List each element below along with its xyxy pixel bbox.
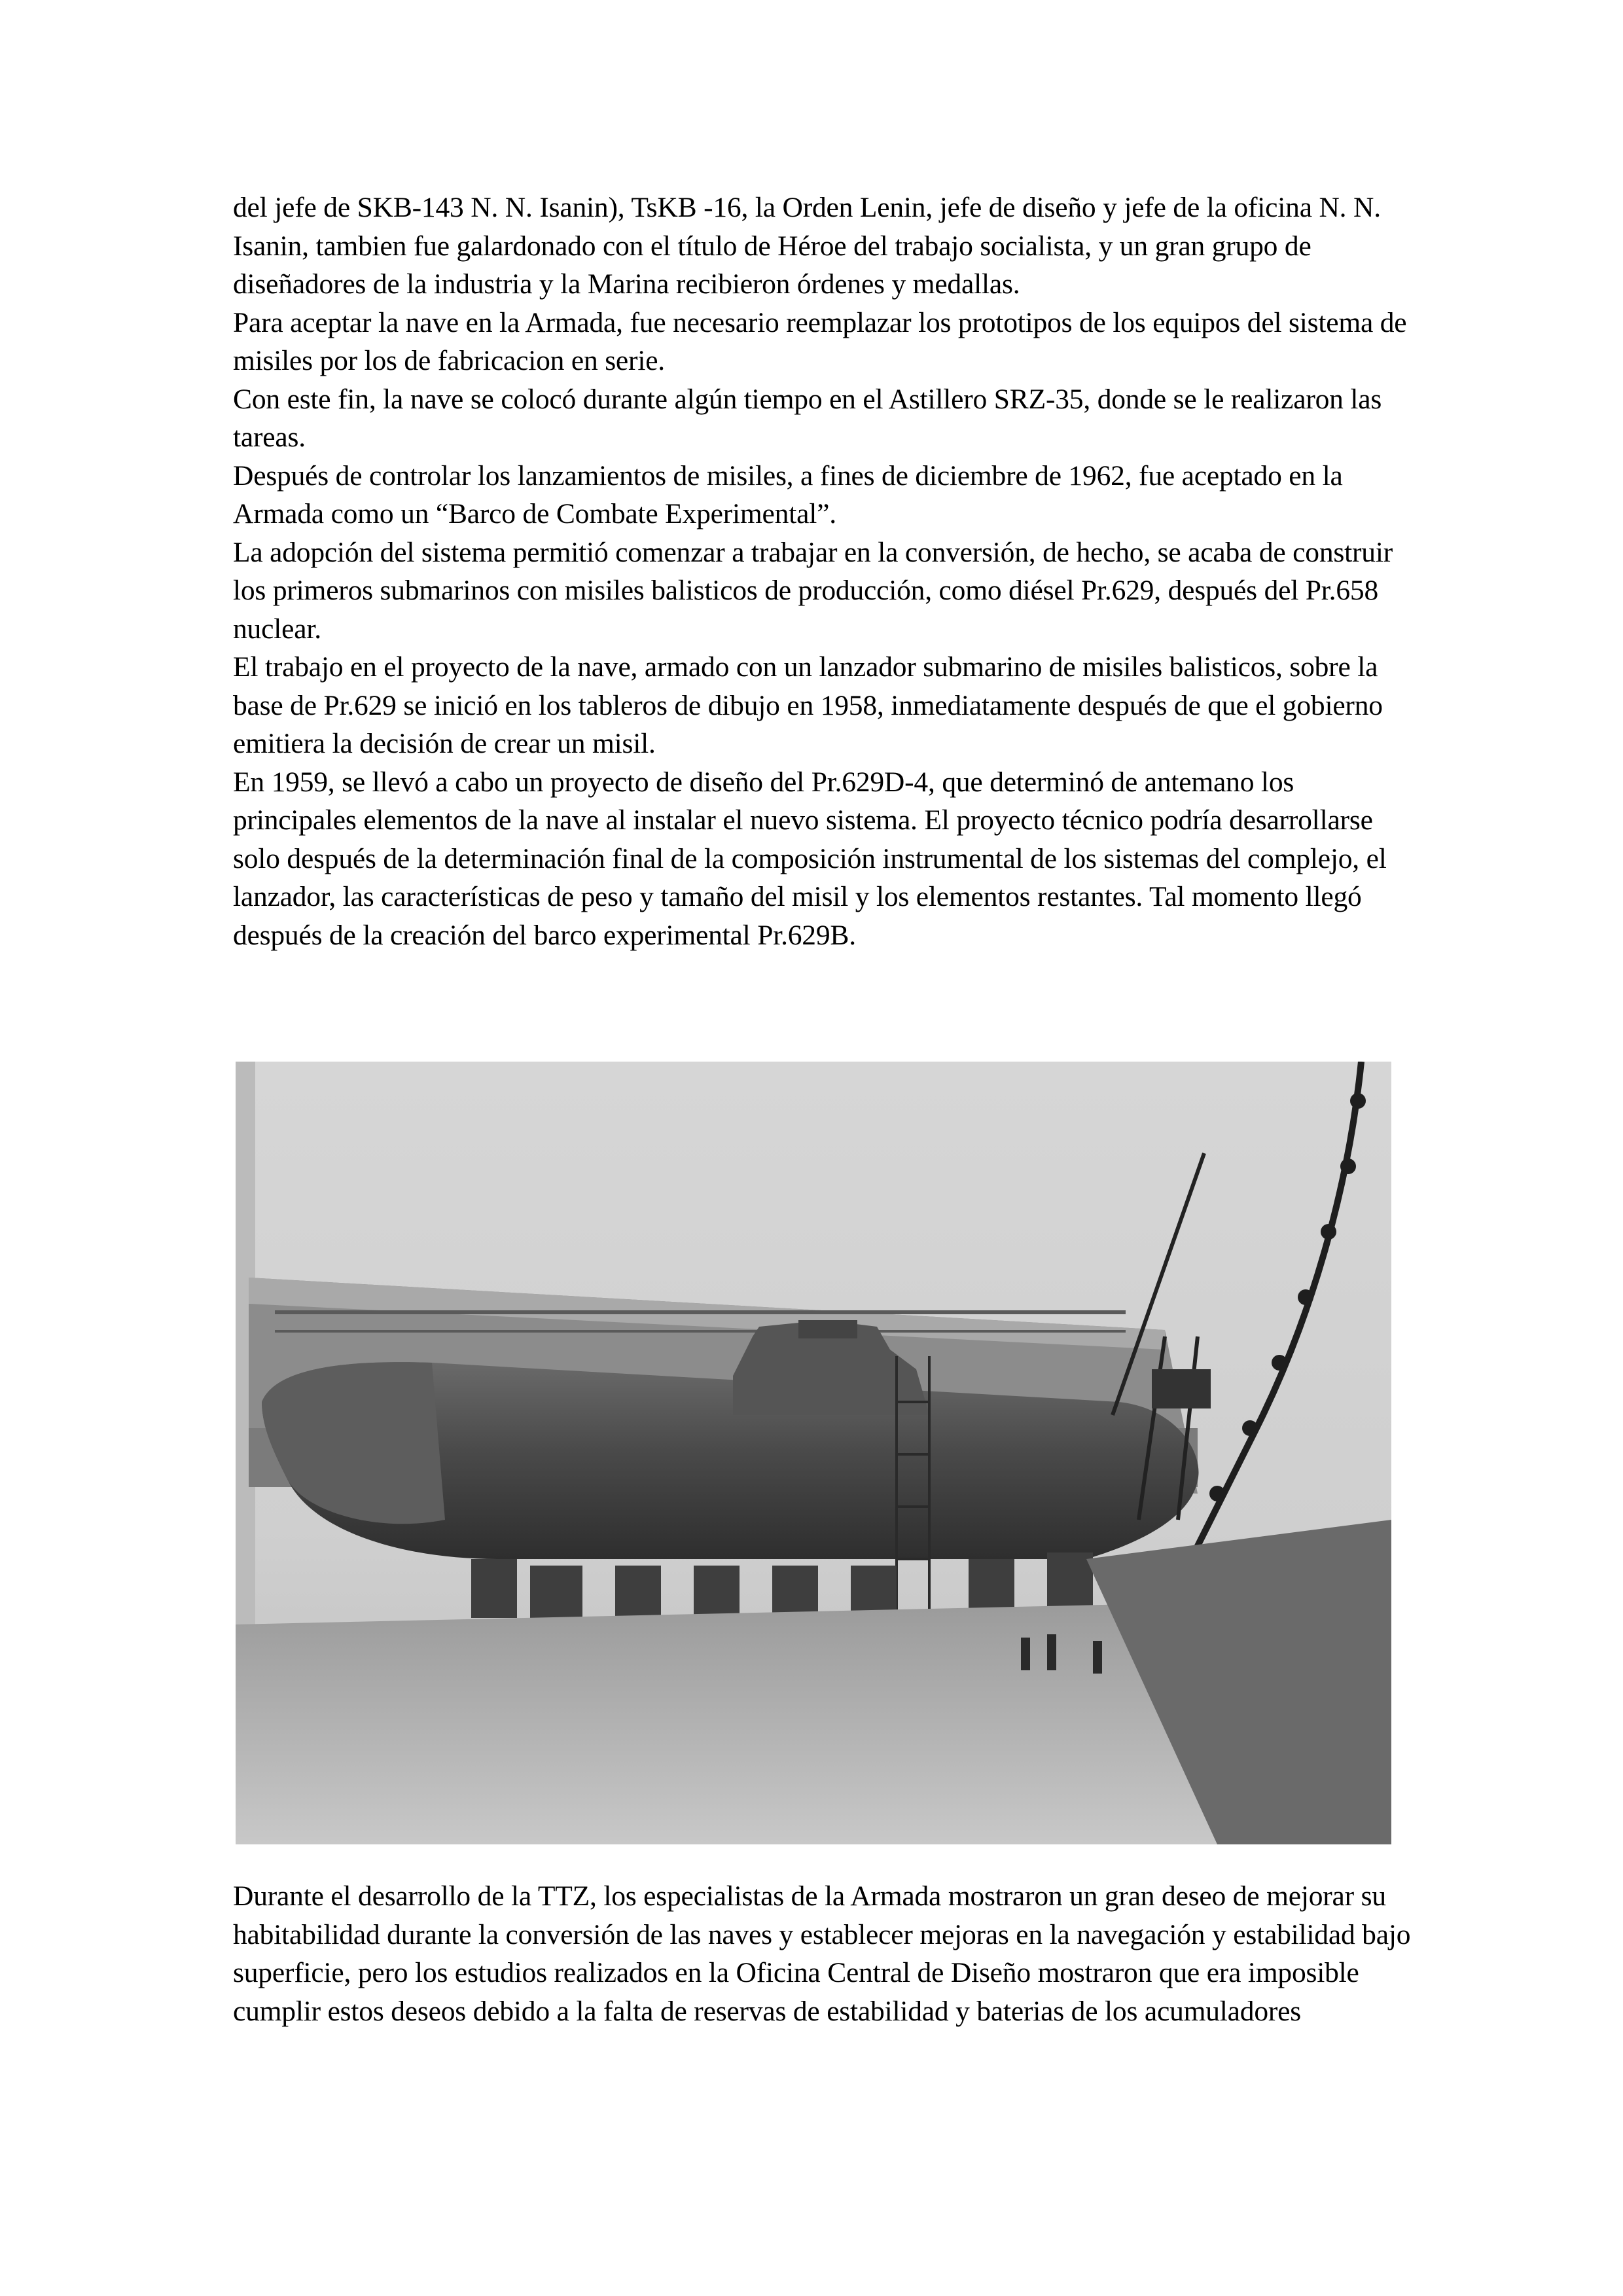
intro-text-block [233, 188, 1411, 954]
paragraph-ttz: Durante el desarrollo de la TTZ, los especialistas de la Armada mostraron un gran deseo de mejorar su habitabilidad durante la conversión de las naves y establecer mejoras en la navegación y estabilidad bajo superficie, pero los estudios realizados en la Oficina Central de Diseño mostraron que era imposible cumplir estos deseos debido a la falta de reservas de estabilidad y baterias de los acumuladores [233, 1880, 1411, 2027]
paragraph-awards: del jefe de SKB-143 N. N. Isanin), TsKB -16, la Orden Lenin, jefe de diseño y jefe de la oficina N. N. Isanin, tambien fue galardonado con el título de Héroe del trabajo socialista, y un gran grupo de diseñadores de la industria y la Marina recibieron órdenes y medallas. [233, 192, 1381, 300]
paragraph-project-start: El trabajo en el proyecto de la nave, armado con un lanzador submarino de misiles balisticos, sobre la base de Pr.629 se inició en los tableros de dibujo en 1958, inmediatamente después de que el gobierno emitiera la decisión de crear un misil. [233, 651, 1383, 759]
paragraph-conversion: La adopción del sistema permitió comenzar a trabajar en la conversión, de hecho, se acaba de construir los primeros submarinos con misiles balisticos de producción, como diésel Pr.629, después del Pr.658 nuclear. [233, 536, 1393, 645]
paragraph-acceptance: Para aceptar la nave en la Armada, fue necesario reemplazar los prototipos de los equipos del sistema de misiles por los de fabricacion en serie. [233, 306, 1407, 376]
submarine-drydock-photo [236, 1062, 1391, 1844]
paragraph-design-1959: En 1959, se llevó a cabo un proyecto de diseño del Pr.629D-4, que determinó de antemano los principales elementos de la nave al instalar el nuevo sistema. El proyecto técnico podría desarrollarse solo después de la determinación final de la composición instrumental de los sistemas del complejo, el lanzador, las características de peso y tamaño del misil y los elementos restantes. Tal momento llegó después de la creación del barco experimental Pr.629B. [233, 766, 1387, 951]
paragraph-launch-control: Después de controlar los lanzamientos de misiles, a fines de diciembre de 1962, fue aceptado en la Armada como un “Barco de Combate Experimental”. [233, 459, 1343, 529]
paragraph-shipyard: Con este fin, la nave se colocó durante algún tiempo en el Astillero SRZ-35, donde se le realizaron las tareas. [233, 383, 1382, 453]
closing-text-block [233, 1877, 1411, 2030]
